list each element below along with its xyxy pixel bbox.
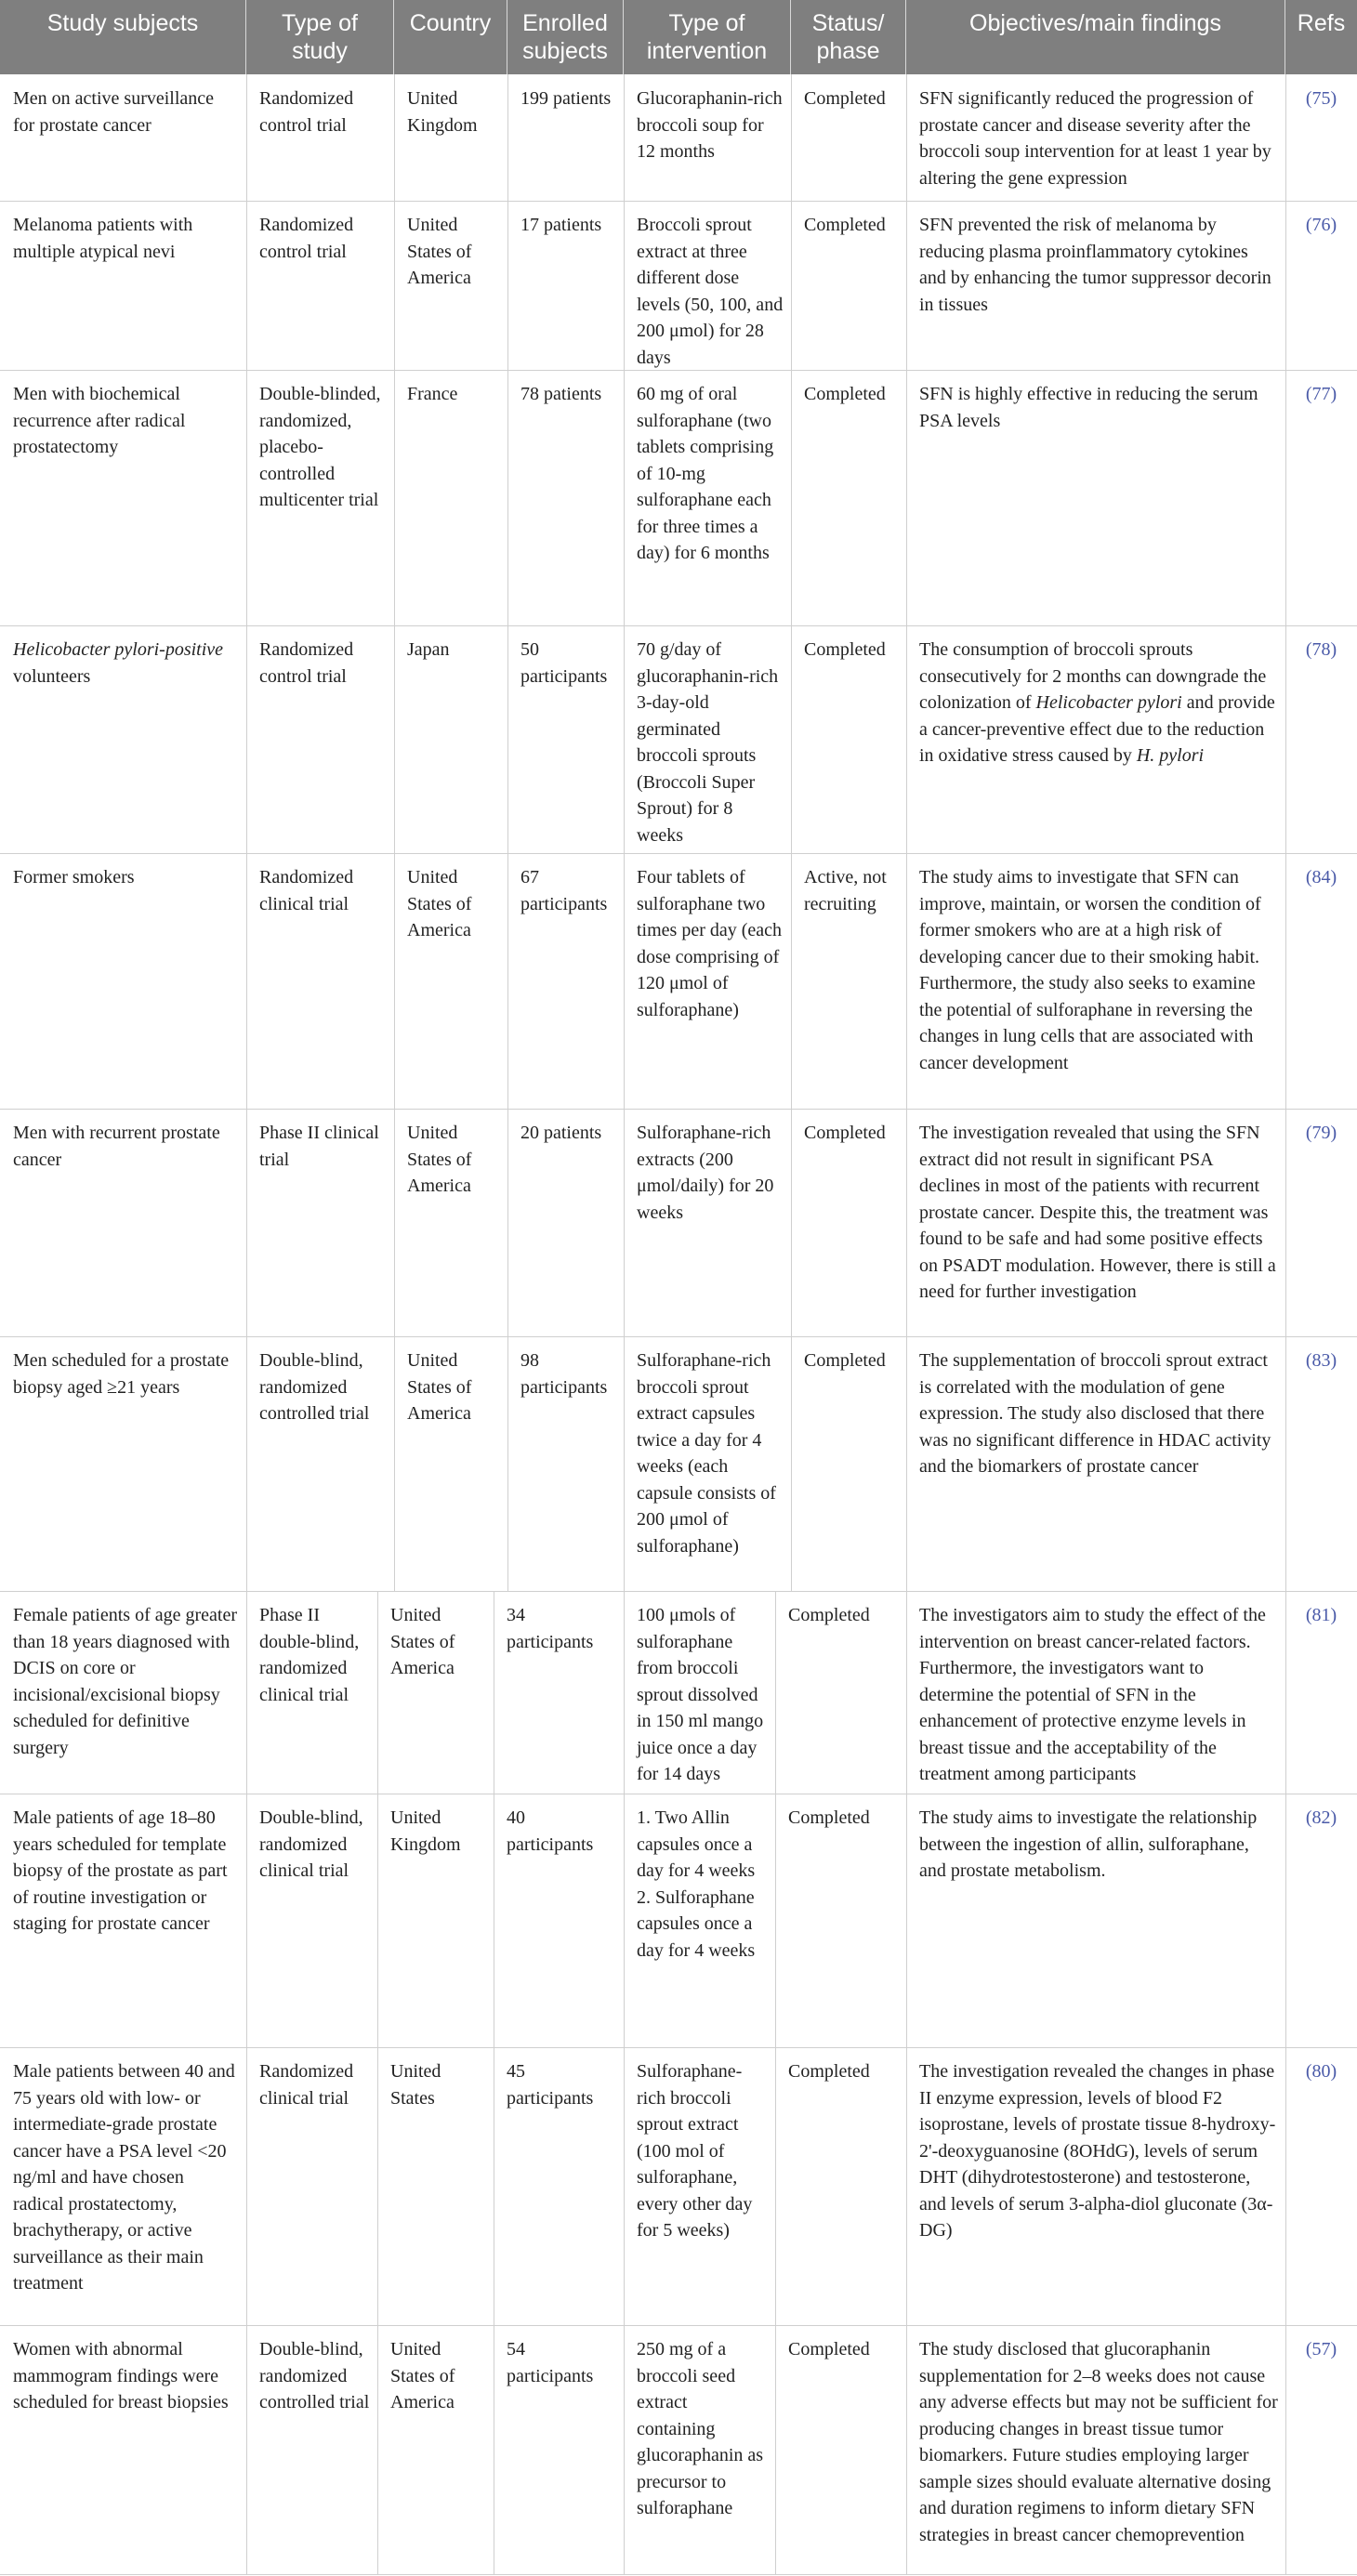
header-label: Objectives/main findings xyxy=(969,10,1221,36)
header-label: Status/ phase xyxy=(811,10,885,64)
cell-status: Completed xyxy=(788,2061,870,2082)
cell-ref-link[interactable]: (78) xyxy=(1305,639,1337,660)
cell-ref-link[interactable]: (80) xyxy=(1305,2061,1337,2082)
cell-intervention: 250 mg of a broccoli seed extract containing glucoraphanin as precursor to sulforaphane xyxy=(637,2339,764,2518)
cell-type-of-study: Phase II clinical trial xyxy=(259,1123,379,1170)
cell-country: United States of America xyxy=(407,215,472,288)
cell-type-of-study: Randomized control trial xyxy=(259,639,354,687)
cell-country: France xyxy=(407,384,458,404)
cell-country: United States of America xyxy=(407,1350,472,1424)
cell-type-of-study: Randomized clinical trial xyxy=(259,2061,354,2109)
italic-organism-name: Helicobacter pylori-positive xyxy=(13,639,224,660)
cell-enrolled: 50 participants xyxy=(520,639,608,687)
cell-ref-link[interactable]: (76) xyxy=(1305,215,1337,235)
cell-status: Completed xyxy=(804,1350,886,1371)
cell-type-of-study: Double-blind, randomized controlled trial xyxy=(259,1350,370,1424)
cell-study-subjects: Women with abnormal mammogram findings were scheduled for breast biopsies xyxy=(13,2339,229,2412)
cell-intervention: 100 μmols of sulforaphane from broccoli sprout dissolved in 150 ml mango juice once a day for 14 days xyxy=(637,1605,764,1784)
subjects-text: volunteers xyxy=(13,665,91,687)
header-refs xyxy=(1285,0,1357,74)
header-status-phase xyxy=(791,0,906,74)
cell-findings: SFN significantly reduced the progression of prostate cancer and disease severity after the broccoli soup intervention for at least 1 year by altering the gene expression xyxy=(919,88,1271,189)
header-label: Type of intervention xyxy=(646,10,768,64)
italic-organism-name: H. pylori xyxy=(1136,745,1205,766)
cell-study-subjects: Female patients of age greater than 18 years diagnosed with DCIS on core or incisional/excisional biopsy scheduled for definitive surgery xyxy=(13,1605,237,1758)
header-objectives xyxy=(906,0,1285,74)
cell-findings: SFN is highly effective in reducing the serum PSA levels xyxy=(919,384,1258,431)
cell-status: Completed xyxy=(804,88,886,109)
cell-type-of-study: Double-blinded, randomized, placebo-controlled multicenter trial xyxy=(259,384,381,510)
cell-intervention: 60 mg of oral sulforaphane (two tablets comprising of 10-mg sulforaphane each for three times a day) for 6 months xyxy=(637,384,774,563)
cell-study-subjects xyxy=(0,625,246,697)
cell-enrolled: 17 patients xyxy=(520,215,602,235)
cell-enrolled: 67 participants xyxy=(520,867,608,914)
cell-country: United States of America xyxy=(390,1605,455,1678)
cell-intervention: Sulforaphane-rich broccoli sprout extract capsules twice a day for 4 weeks (each capsule consists of 200 μmol of sulforaphane) xyxy=(637,1350,776,1557)
cell-country: United States of America xyxy=(407,867,472,940)
cell-type-of-study: Phase II double-blind, randomized clinical trial xyxy=(259,1605,360,1705)
cell-enrolled: 20 patients xyxy=(520,1123,602,1143)
cell-status: Completed xyxy=(804,639,886,660)
cell-ref-link[interactable]: (75) xyxy=(1305,88,1337,109)
cell-enrolled: 78 patients xyxy=(520,384,602,404)
row-divider xyxy=(0,2574,1357,2575)
cell-findings: The supplementation of broccoli sprout extract is correlated with the modulation of gene expression. The study also disclosed that there was no significant difference in HDAC activity and the biomarkers of prostate cancer xyxy=(919,1350,1271,1477)
cell-study-subjects: Men scheduled for a prostate biopsy aged ≥21 years xyxy=(13,1350,230,1398)
cell-status: Completed xyxy=(804,384,886,404)
cell-status: Completed xyxy=(788,1605,870,1625)
cell-country: Japan xyxy=(407,639,450,660)
intervention-item: 1. Two Allin capsules once a day for 4 weeks xyxy=(637,1807,756,1881)
findings-paragraph: The study aims to investigate that SFN can improve, maintain, or worsen the condition of former smokers who are at a high risk of developing cancer due to their smoking habit. xyxy=(919,867,1261,967)
cell-enrolled: 98 participants xyxy=(520,1350,608,1398)
findings-paragraph: Furthermore, the study also seeks to examine the potential of sulforaphane in reversing the changes in lung cells that are associated with cancer development xyxy=(919,973,1256,1073)
cell-type-of-study: Randomized clinical trial xyxy=(259,867,354,914)
cell-intervention: Broccoli sprout extract at three different dose levels (50, 100, and 200 μmol) for 28 days xyxy=(637,215,784,368)
cell-country: United States xyxy=(390,2061,441,2109)
cell-intervention xyxy=(624,1794,775,1971)
cell-country: United States of America xyxy=(407,1123,472,1196)
cell-ref-link[interactable]: (57) xyxy=(1305,2339,1337,2359)
cell-type-of-study: Randomized control trial xyxy=(259,88,354,136)
header-country xyxy=(394,0,507,74)
cell-study-subjects: Men on active surveillance for prostate cancer xyxy=(13,88,215,136)
cell-study-subjects: Men with recurrent prostate cancer xyxy=(13,1123,220,1170)
cell-intervention: Sulforaphane-rich broccoli sprout extract (100 mol of sulforaphane, every other day for 5 weeks) xyxy=(637,2061,753,2241)
intervention-item: 2. Sulforaphane capsules once a day for 4 weeks xyxy=(637,1886,756,1961)
header-type-of-intervention xyxy=(624,0,791,74)
header-label: Refs xyxy=(1297,10,1346,36)
cell-findings: The investigators aim to study the effect of the intervention on breast cancer-related factors. Furthermore, the investigators want to determine the potential of SFN in the enhancement of protective enzyme levels in breast tissue and the acceptability of the treatment among participants xyxy=(919,1605,1266,1784)
cell-findings: The investigation revealed the changes in phase II enzyme expression, levels of blood F2 isoprostane, levels of prostate tissue 8-hydroxy-2'-deoxyguanosine (8OHdG), levels of serum DHT (dihydrotestosterone) and testosterone, and levels of serum 3-alpha-diol gluconate (3α-DG) xyxy=(919,2061,1276,2241)
cell-ref-link[interactable]: (83) xyxy=(1305,1350,1337,1371)
cell-study-subjects: Male patients between 40 and 75 years old with low- or intermediate-grade prostate cancer have a PSA level <20 ng/ml and have chosen radical prostatectomy, brachytherapy, or active surveillance as their main treatment xyxy=(13,2061,235,2293)
cell-ref-link[interactable]: (84) xyxy=(1305,867,1337,887)
cell-status: Completed xyxy=(788,2339,870,2359)
cell-study-subjects: Men with biochemical recurrence after radical prostatectomy xyxy=(13,384,186,457)
italic-organism-name: Helicobacter pylori xyxy=(1035,692,1182,713)
cell-intervention: Four tablets of sulforaphane two times per day (each dose comprising of 120 μmol of sulforaphane) xyxy=(637,867,783,1020)
cell-country: United Kingdom xyxy=(407,88,478,136)
cell-status: Completed xyxy=(804,1123,886,1143)
cell-enrolled: 45 participants xyxy=(507,2061,594,2109)
cell-ref-link[interactable]: (82) xyxy=(1305,1807,1337,1828)
cell-study-subjects: Male patients of age 18–80 years scheduled for template biopsy of the prostate as part of routine investigation or staging for prostate cancer xyxy=(13,1807,228,1934)
header-label: Study subjects xyxy=(46,10,199,36)
cell-study-subjects: Melanoma patients with multiple atypical nevi xyxy=(13,215,193,262)
header-label: Country xyxy=(409,10,492,36)
cell-findings: The study disclosed that glucoraphanin supplementation for 2–8 weeks does not cause any adverse effects but may not be sufficient for producing changes in breast tissue tumor biomarkers. Future studies employing larger sample sizes should evaluate alternative dosing and duration regimens to inform dietary SFN strategies in breast cancer chemoprevention xyxy=(919,2339,1278,2545)
header-label: Enrolled subjects xyxy=(522,10,608,64)
cell-findings xyxy=(906,853,1285,1084)
cell-country: United Kingdom xyxy=(390,1807,461,1855)
cell-findings: The study aims to investigate the relationship between the ingestion of allin, sulforaphane, and prostate metabolism. xyxy=(919,1807,1258,1881)
cell-enrolled: 54 participants xyxy=(507,2339,594,2386)
cell-enrolled: 199 patients xyxy=(520,88,612,109)
cell-enrolled: 34 participants xyxy=(507,1605,594,1652)
cell-status: Completed xyxy=(788,1807,870,1828)
header-study-subjects xyxy=(0,0,246,74)
findings-text: The consumption of broccoli sprouts consecutively for 2 months can downgrade the colonization of xyxy=(919,639,1267,713)
cell-status: Completed xyxy=(804,215,886,235)
header-type-of-study xyxy=(246,0,394,74)
cell-type-of-study: Double-blind, randomized controlled trial xyxy=(259,2339,370,2412)
cell-country: United States of America xyxy=(390,2339,455,2412)
cell-status: Active, not recruiting xyxy=(804,867,887,914)
cell-intervention: 70 g/day of glucoraphanin-rich 3-day-old germinated broccoli sprouts (Broccoli Super Sprout) for 8 weeks xyxy=(637,639,779,846)
cell-findings: The investigation revealed that using the SFN extract did not result in significant PSA declines in most of the patients with recurrent prostate cancer. Despite this, the treatment was found to be safe and had some positive effects on PSADT modulation. However, there is still a need for further investigation xyxy=(919,1123,1276,1302)
findings-text: and provide a cancer-preventive effect due to the reduction in oxidative stress caused by xyxy=(919,692,1275,766)
header-enrolled-subjects xyxy=(507,0,624,74)
cell-ref-link[interactable]: (77) xyxy=(1305,384,1337,404)
cell-type-of-study: Double-blind, randomized clinical trial xyxy=(259,1807,363,1881)
cell-intervention: Sulforaphane-rich extracts (200 μmol/daily) for 20 weeks xyxy=(637,1123,774,1223)
cell-intervention: Glucoraphanin-rich broccoli soup for 12 months xyxy=(637,88,783,162)
cell-ref-link[interactable]: (81) xyxy=(1305,1605,1337,1625)
cell-study-subjects: Former smokers xyxy=(13,867,135,887)
header-label: Type of study xyxy=(282,10,358,64)
cell-findings: SFN prevented the risk of melanoma by reducing plasma proinflammatory cytokines and by enhancing the tumor suppressor decorin in tissues xyxy=(919,215,1271,315)
cell-type-of-study: Randomized control trial xyxy=(259,215,354,262)
cell-enrolled: 40 participants xyxy=(507,1807,594,1855)
cell-findings xyxy=(906,625,1285,777)
cell-ref-link[interactable]: (79) xyxy=(1305,1123,1337,1143)
